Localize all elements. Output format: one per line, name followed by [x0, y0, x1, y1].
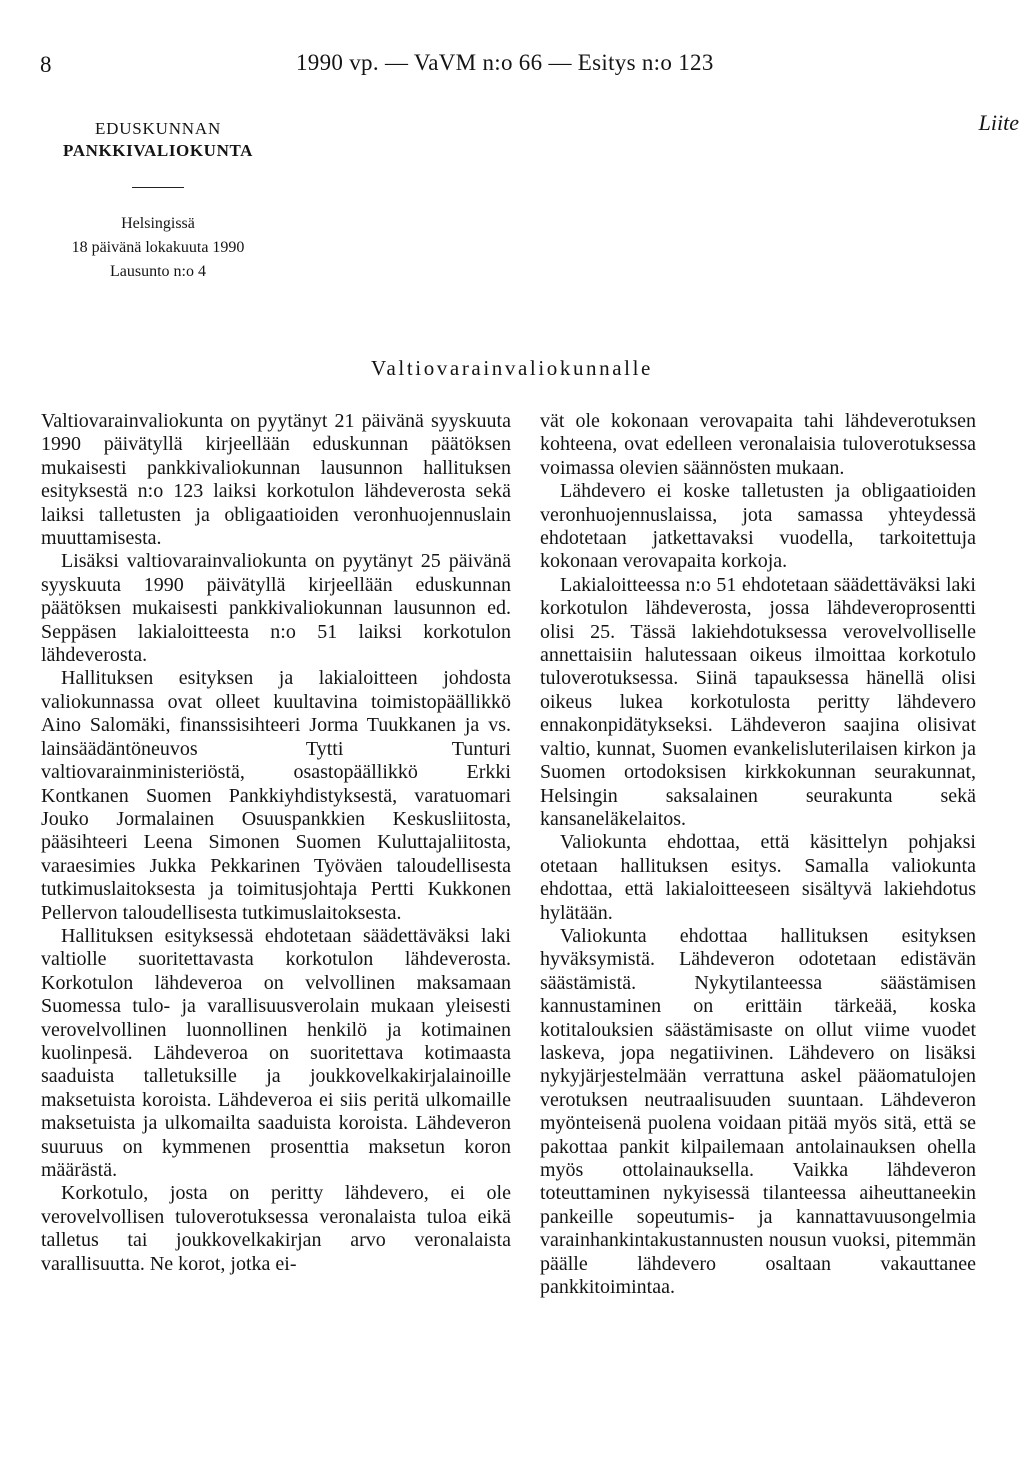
- sender-org-line2: PANKKIVALIOKUNTA: [62, 141, 253, 160]
- recipient-heading: Valtiovarainvaliokunnalle: [371, 356, 653, 380]
- sender-block: [40, 118, 276, 284]
- running-header: 1990 vp. — VaVM n:o 66 — Esitys n:o 123: [296, 50, 714, 75]
- header-divider: [132, 187, 184, 188]
- body-paragraph: Lähdevero ei koske talletusten ja obligaatioiden veronhuojennuslaissa, jota samassa yhteydessä ehdotetaan jatkettavaksi vuodella, tarkoitettuja kokonaan verovapaita korkoja.: [540, 480, 976, 573]
- body-paragraph: Valtiovarainvaliokunta on pyytänyt 21 päivänä syyskuuta 1990 päivätyllä kirjeellään eduskunnan päätöksen mukaisesti pankkivaliokunnan lausunnon hallituksen esityksestä n:o 123 laiksi korkotulon lähdeverosta sekä laiksi talletusten ja obligaatioiden veronhuojennuslain muuttamisesta.: [41, 410, 511, 550]
- body-paragraph: Hallituksen esityksen ja lakialoitteen johdosta valiokunnassa ovat olleet kuultavina toimistopäällikkö Aino Salomäki, finanssisihteeri Jorma Tuukkanen ja vs. lainsäädäntöneuvos Tytti Tunturi valtiovarainministeriöstä, osastopäällikkö Erkki Kontkanen Suomen Pankkiyhdistyksestä, varatuomari Jouko Jormalainen Osuuspankkien Keskusliitosta, pääsihteeri Leena Simonen Suomen Kuluttajaliitosta, varaesimies Jukka Pekkarinen Työväen taloudellisesta tutkimuslaitoksesta ja toimitusjohtaja Pertti Kukkonen Pellervon taloudellisesta tutkimuslaitoksesta.: [41, 667, 511, 924]
- body-column-right: [540, 410, 976, 1299]
- body-paragraph: Lakialoitteessa n:o 51 ehdotetaan säädettäväksi laki korkotulon lähdeverosta, jossa lähdeveroprosentti olisi 25. Tässä lakiehdotuksessa verovelvolliselle annettaisiin halutessaan oikeus ilmoittaa korkotulo tuloverotuksessa. Siinä tapauksessa hänellä olisi oikeus lukea korkotulosta peritty lähdevero ennakonpidätykseksi. Lähdeveron saajina olisivat valtio, kunnat, Suomen evankelisluterilaisen kirkon ja Suomen ortodoksisen kirkkokunnan seurakunnat, Helsingin saksalainen seurakunta sekä kansaneläkelaitos.: [540, 573, 976, 830]
- body-paragraph: Lisäksi valtiovarainvaliokunta on pyytänyt 25 päivänä syyskuuta 1990 päivätyllä kirjeellään eduskunnan päätöksen mukaisesti pankkivaliokunnan lausunnon ed. Seppäsen lakialoitteesta n:o 51 laiksi korkotulon lähdeverosta.: [41, 550, 511, 667]
- sender-date: 18 päivänä lokakuuta 1990: [71, 239, 245, 256]
- statement-number: Lausunto n:o 4: [110, 263, 206, 280]
- sender-place: Helsingissä: [121, 215, 195, 232]
- body-paragraph: Valiokunta ehdottaa hallituksen esityksen hyväksymistä. Lähdeveron odotetaan edistävän säästämistä. Nykytilanteessa säästämisen kannustaminen on erittäin tärkeää, koska kotitalouksien säästämisaste on ollut viime vuodet laskeva, jopa negatiivinen. Lähdevero on lisäksi nykyjärjestelmään verrattuna askel pääomatulojen verotuksen neutraalisuuden suuntaan. Lähdeveron myönteisenä puolena voidaan pitää myös sitä, että se pakottaa pankit kilpailemaan antolainauksen ohella myös ottolainauksella. Vaikka lähdeveron toteuttaminen nykyisessä tilanteessa aiheuttaneekin pankeille sopeutumis- ja kannattavuusongelmia varainhankintakustannusten nousun vuoksi, pitemmän päälle lähdevero osaltaan vakauttanee pankkitoimintaa.: [540, 924, 976, 1299]
- body-paragraph: Hallituksen esityksessä ehdotetaan säädettäväksi laki valtiolle suoritettavasta korkotulon lähdeverosta. Korkotulon lähdeveroa on velvollinen maksamaan Suomessa tulo- ja varallisuusverolain mukaan yleisesti verovelvollinen luonnollinen henkilö ja kotimainen kuolinpesä. Lähdeveroa on suoritettava kotimaasta saaduista talletuksille ja joukkovelkakirjalainoille maksetuista koroista. Lähdeveroa ei siis peritä ulkomaille maksetuista ja ulkomailta saaduista koroista. Lähdeveron suuruus on kymmenen prosenttia maksetun koron määrästä.: [41, 924, 511, 1181]
- sender-org-line1: EDUSKUNNAN: [94, 119, 222, 138]
- page-number: 8: [40, 52, 52, 77]
- body-paragraph: vät ole kokonaan verovapaita tahi lähdeverotuksen kohteena, ovat edelleen veronalaisia tuloverotuksessa voimassa olevien säännösten mukaan.: [540, 410, 976, 479]
- body-paragraph: Korkotulo, josta on peritty lähdevero, ei ole verovelvollisen tuloverotuksessa veronalaista tuloa eikä talletus tai joukkovelkakirjan arvo veronalaista varallisuutta. Ne korot, jotka ei-: [41, 1182, 511, 1275]
- body-column-left: [41, 410, 511, 1276]
- body-paragraph: Valiokunta ehdottaa, että käsittelyn pohjaksi otetaan hallituksen esitys. Samalla valiokunta ehdottaa, että lakialoitteeseen sisältyvä lakiehdotus hylätään.: [540, 831, 976, 924]
- appendix-label: Liite: [978, 110, 1019, 135]
